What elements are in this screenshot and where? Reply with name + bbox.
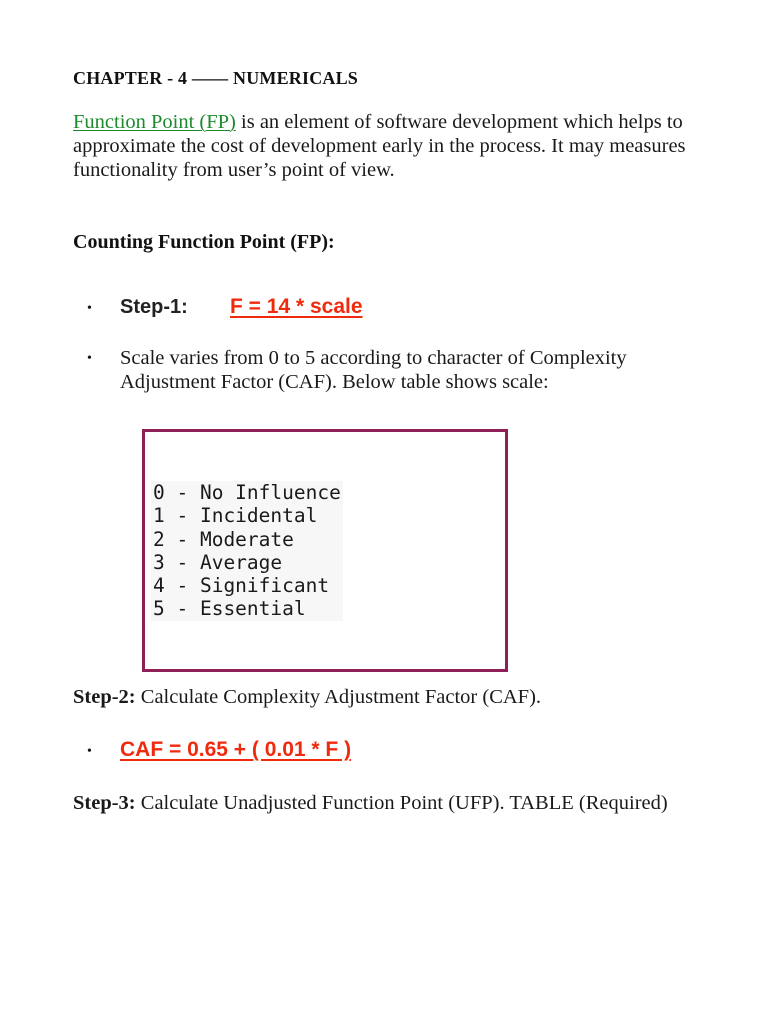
bullet-scale: • — [87, 351, 92, 366]
chapter-heading: CHAPTER - 4 —— NUMERICALS — [73, 68, 359, 88]
step3-label: Step-3: — [73, 792, 136, 814]
step2-text: Calculate Complexity Adjustment Factor (CAF). — [135, 686, 542, 708]
scale-table — [151, 481, 343, 621]
caf-row — [120, 738, 351, 762]
bullet-step1: • — [87, 301, 92, 316]
bullet-caf: • — [87, 744, 92, 759]
step3-text: Calculate Unadjusted Function Point (UFP). TABLE (Required) — [135, 792, 668, 814]
step2-paragraph — [73, 686, 541, 709]
counting-heading: Counting Function Point (FP): — [73, 231, 335, 253]
step1-row — [120, 295, 363, 319]
scale-row-4: 4 - Significant — [153, 574, 330, 598]
scale-row-1: 1 - Incidental — [153, 504, 318, 528]
function-point-link[interactable]: Function Point (FP) — [73, 111, 236, 133]
caf-formula: CAF = 0.65 + ( 0.01 * F ) — [120, 738, 352, 761]
scale-row-3: 3 - Average — [153, 550, 283, 574]
scale-description: Scale varies from 0 to 5 according to character of Complexity Adjustment Factor (CAF). Below table shows scale: — [120, 347, 627, 393]
step3-paragraph — [73, 791, 673, 815]
step1-label: Step-1: — [120, 296, 188, 318]
scale-row-5: 5 - Essential — [153, 597, 318, 621]
intro-text: is an element of software development which helps to approximate the cost of development early in the process. It may measures functionality from user’s point of view. — [73, 111, 686, 181]
scale-row-0: 0 - No Influence — [153, 481, 341, 504]
scale-row-2: 2 - Moderate — [153, 527, 294, 551]
scale-table-box — [142, 429, 508, 672]
step2-label: Step-2: — [73, 686, 136, 708]
intro-paragraph — [73, 110, 693, 182]
step1-formula: F = 14 * scale — [230, 295, 363, 318]
